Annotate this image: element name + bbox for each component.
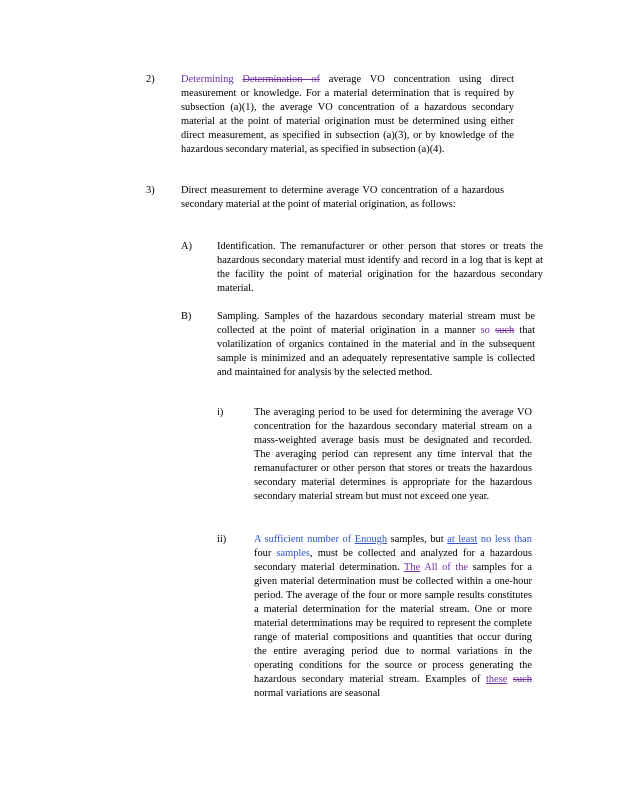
inserted-text: so xyxy=(480,325,490,336)
subsection-ii xyxy=(217,533,532,701)
subsection-A xyxy=(181,240,543,296)
subsection-2 xyxy=(146,73,514,157)
deleted-text: such xyxy=(512,674,532,685)
subsection-B-number: B) xyxy=(181,311,192,322)
subsection-A-text: Identification. The remanufacturer or other person that stores or treats the hazardous secondary material must identify and record in a log that is kept at the facility the point of material origination for the hazardous secondary material. xyxy=(217,241,543,294)
inserted-text: Determining xyxy=(181,74,234,85)
inserted-text: Enough xyxy=(354,534,388,545)
subsection-B xyxy=(181,310,535,380)
subsection-3-number: 3) xyxy=(146,185,155,196)
subsection-2-number: 2) xyxy=(146,74,155,85)
subsection-3 xyxy=(146,184,504,212)
subsection-B-text: Sampling. Samples of the hazardous secondary material stream must be collected at the point of material origination in a manner so such that volatilization of organics contained in the material and in the subsequent sample is minimized and an adequately representative sample is collected and maintained for analysis by the selected method. xyxy=(217,311,535,378)
subsection-ii-text: A sufficient number of Enough samples, but at least no less than four samples, must be collected and analyzed for a hazardous secondary material determination. The All of the samples for a given material determination must be collected within a one-hour period. The average of the four or more sample results constitutes a material determination for the material stream. One or more material determinations may be required to represent the complete range of material compositions and quantities that occur during the entire averaging period due to normal variations in the operating conditions for the source or process generating the hazardous secondary material stream. Examples of these such normal variations are seasonal xyxy=(254,534,532,699)
subsection-3-text: Direct measurement to determine average VO concentration of a hazardous secondary material at the point of material origination, as follows: xyxy=(181,185,504,210)
subsection-ii-number: ii) xyxy=(217,534,227,545)
subsection-2-text: Determining Determination of average VO concentration using direct measurement or knowledge. For a material determination that is required by subsection (a)(1), the average VO concentration of a hazardous secondary material at the point of material origination must be determined using either direct measurement, as specified in subsection (a)(3), or by knowledge of the hazardous secondary material, as specified in subsection (a)(4). xyxy=(181,74,514,155)
inserted-text: The xyxy=(404,562,421,573)
inserted-text: at least xyxy=(447,534,478,545)
deleted-text: such xyxy=(495,325,515,336)
subsection-i xyxy=(217,406,532,504)
subsection-i-text: The averaging period to be used for determining the average VO concentration for the hazardous secondary material stream on a mass-weighted average basis must be designated and recorded. The averaging period can represent any time interval that the remanufacturer or other person that stores or treats the hazardous secondary material determines is appropriate for the hazardous secondary material stream but must not exceed one year. xyxy=(254,407,532,502)
subsection-i-number: i) xyxy=(217,407,224,418)
subsection-A-number: A) xyxy=(181,241,192,252)
inserted-text: these xyxy=(485,674,508,685)
deleted-text: Determination of xyxy=(242,74,320,85)
